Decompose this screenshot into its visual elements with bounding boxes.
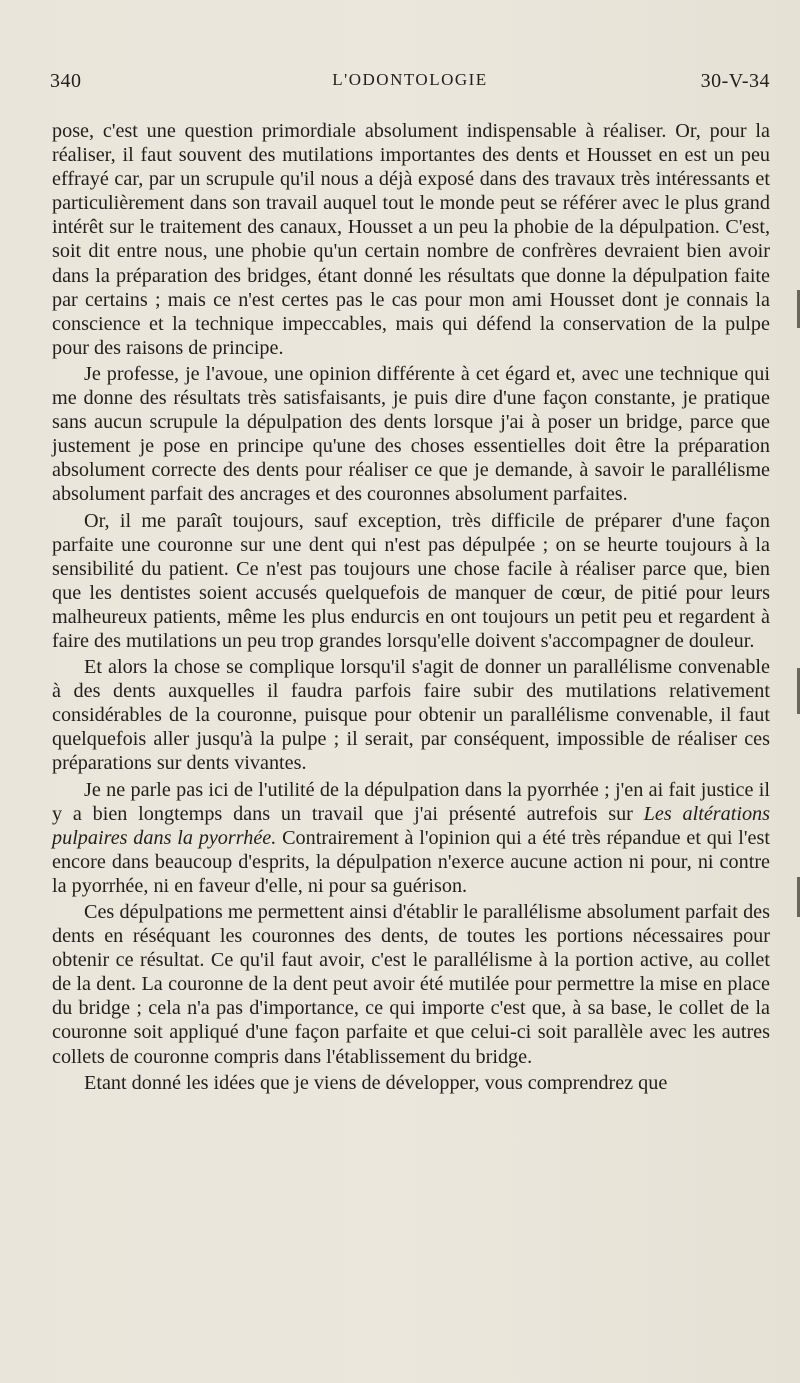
paragraph: Et alors la chose se complique lorsqu'il s'agit de donner un parallélisme convenable à des dents auxquelles il faudra parfois faire subir des mutilations relativement considérables de la couronne, puisque pour obtenir un parallélisme convenable, il faut quelquefois aller jusqu'à la pulpe ; il serait, par conséquent, impossible de réaliser ces préparations sur dents vivantes.: [52, 656, 770, 775]
issue-date: 30-V-34: [700, 70, 770, 92]
paragraph-text: Contrairement à l'opinion qui a été très répandue et qui l'est encore dans beaucoup d'esprits, la dépulpation n'exerce aucune action ni pour, ni contre la pyorrhée, ni en faveur d'elle, ni pour sa guérison.: [52, 826, 770, 897]
paragraph: Or, il me paraît toujours, sauf exception, très difficile de préparer d'une façon parfaite une couronne sur une dent qui n'est pas dépulpée ; on se heurte toujours à la sensibilité du patient. Ce n'est pas toujours une chose facile à réaliser parce que, bien que les dentistes soient accusés quelquefois de manquer de cœur, de pitié pour leurs malheureux patients, même les plus endurcis en ont toujours un petit peu et regardent à faire des mutilations un peu trop grandes lorsqu'elle doivent s'accompagner de douleur.: [52, 509, 770, 652]
paragraph: Ces dépulpations me permettent ainsi d'établir le parallélisme absolument parfait des dents en réséquant les couronnes des dents, de toutes les portions nécessaires pour obtenir ce résultat. Ce qu'il faut avoir, c'est le parallélisme à la portion active, au collet de la dent. La couronne de la dent peut avoir été mutilée pour permettre la mise en place du bridge ; cela n'a pas d'importance, ce qui importe c'est que, à sa base, le collet de la couronne soit appliqué d'une façon parfaite et que celui-ci soit parallèle avec les autres collets de couronne compris dans l'établissement du bridge.: [52, 901, 770, 1068]
paragraph: pose, c'est une question primordiale absolument indispensable à réaliser. Or, pour la réaliser, il faut souvent des mutilations importantes des dents et Housset en est un peu effrayé car, par un scrupule qu'il nous a déjà exposé dans des travaux très intéressants et particulièrement dans son travail auquel tout le monde peut se référer avec le plus grand intérêt sur le traitement des canaux, Housset a un peu la phobie de la dépulpation. C'est, soit dit entre nous, une phobie qu'un certain nombre de confrères devraient bien avoir dans la préparation des bridges, étant donné les résultats que donne la dépulpation faite par certains ; mais ce n'est certes pas le cas pour mon ami Housset dont je connais la conscience et la technique impeccables, mais qui défend la conservation de la pulpe pour des raisons de principe.: [52, 120, 770, 359]
paragraph: Etant donné les idées que je viens de développer, vous comprendrez que: [84, 1071, 668, 1094]
cited-title: Les altérations pulpaires dans la pyorrhée.: [52, 802, 770, 849]
body-text: [52, 119, 770, 1095]
paragraph: Je professe, je l'avoue, une opinion différente à cet égard et, avec une technique qui me donne des résultats très satisfaisants, je puis dire d'une façon constante, je pratique sans aucun scrupule la dépulpation des dents lorsque j'ai à poser un bridge, parce que justement je pose en principe qu'une des choses essentielles doit être la préparation absolument correcte des dents pour réaliser ce que je demande, à savoir le parallélisme absolument parfait des ancrages et des couronnes absolument parfaites.: [52, 362, 770, 506]
paragraph-text: Je ne parle pas ici de l'utilité de la dépulpation dans la pyorrhée ; j'en ai fait justice il y a bien longtemps dans un travail que j'ai présenté autrefois sur: [52, 778, 770, 825]
running-title: L'ODONTOLOGIE: [332, 70, 488, 89]
page-number: 340: [50, 70, 82, 92]
paragraph: [52, 778, 770, 898]
page-header: [50, 70, 770, 100]
